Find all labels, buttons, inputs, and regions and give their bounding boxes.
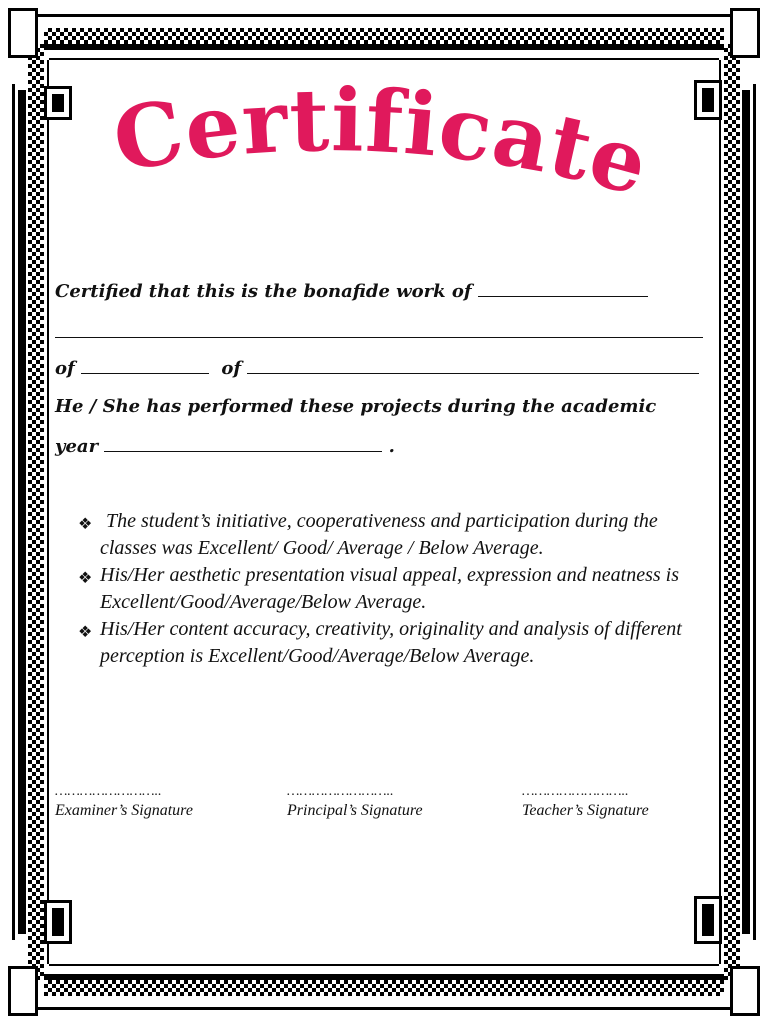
evaluation-point-text: The student’s initiative, cooperativeness and participation during the classes was Excellent/ Good/ Average / Below Average. xyxy=(100,510,658,559)
signature-label: Examiner’s Signature xyxy=(55,802,193,819)
border-right-line-inner xyxy=(719,60,721,964)
class-blank[interactable] xyxy=(81,359,209,374)
statement-line-4 xyxy=(55,396,656,417)
statement-line-1 xyxy=(55,281,648,302)
certificate-title xyxy=(110,80,650,210)
teacher-signature xyxy=(522,784,712,820)
examiner-signature xyxy=(55,784,245,820)
corner-ornament-top-right xyxy=(730,8,760,58)
diamond-bullet-icon: ❖ xyxy=(78,570,93,587)
statement-line-1-text: Certified that this is the bonafide work of xyxy=(55,281,472,302)
signature-label: Principal’s Signature xyxy=(287,802,423,819)
border-right-band xyxy=(742,90,750,934)
statement-line-2 xyxy=(55,322,703,343)
student-name-blank[interactable] xyxy=(478,282,648,297)
statement-line-3 xyxy=(55,358,699,379)
diamond-bullet-icon: ❖ xyxy=(78,624,93,641)
certificate-title-art xyxy=(110,80,650,210)
signature-line[interactable]: …………………….. xyxy=(55,784,162,799)
corner-ornament-bottom-right xyxy=(730,966,760,1016)
evaluation-points xyxy=(78,508,708,670)
border-bottom-line-outer xyxy=(30,1007,730,1010)
border-left-line-inner xyxy=(47,60,49,964)
evaluation-point-text: His/Her content accuracy, creativity, originality and analysis of different perception is Excellent/Good/Average/Below Average. xyxy=(100,618,682,667)
border-left-line-outer xyxy=(12,84,15,940)
school-blank[interactable] xyxy=(247,359,699,374)
border-top-line-outer xyxy=(30,14,730,17)
corner-ornament-bottom-left-core xyxy=(52,908,64,936)
signature-line[interactable]: …………………….. xyxy=(287,784,394,799)
evaluation-point-2 xyxy=(78,562,708,616)
signature-line[interactable]: …………………….. xyxy=(522,784,629,799)
school-of-label: of xyxy=(221,358,242,379)
statement-line-4-text: He / She has performed these projects during the academic xyxy=(55,396,657,417)
student-name-continuation-blank[interactable] xyxy=(55,323,703,338)
border-bottom-checker xyxy=(44,980,724,996)
border-top-checker xyxy=(44,28,724,44)
class-of-label: of xyxy=(55,358,75,379)
academic-year-blank[interactable] xyxy=(104,437,382,452)
border-right-line-outer xyxy=(753,84,756,940)
border-bottom-band xyxy=(44,974,724,980)
corner-ornament-top-left xyxy=(8,8,38,58)
corner-ornament-top-right-core xyxy=(702,88,714,112)
evaluation-point-3 xyxy=(78,616,708,670)
evaluation-point-text: His/Her aesthetic presentation visual appeal, expression and neatness is Excellent/Good/Average/Below Average. xyxy=(100,564,679,613)
statement-end-period: . xyxy=(388,436,395,457)
border-bottom-line-inner xyxy=(49,964,719,966)
evaluation-point-1 xyxy=(78,508,708,562)
border-left-checker xyxy=(28,44,44,980)
certificate-title-text xyxy=(110,80,650,210)
signature-label: Teacher’s Signature xyxy=(522,802,649,819)
corner-ornament-top-left-core xyxy=(52,94,64,112)
certificate-title-path: Certificat xyxy=(110,80,603,202)
border-left-band xyxy=(18,90,26,934)
principal-signature xyxy=(287,784,477,820)
corner-ornament-bottom-right-core xyxy=(702,904,714,936)
statement-line-5 xyxy=(55,436,395,457)
diamond-bullet-icon: ❖ xyxy=(78,516,93,533)
year-label: year xyxy=(55,436,99,457)
corner-ornament-bottom-left xyxy=(8,966,38,1016)
border-top-band xyxy=(44,44,724,50)
border-top-line-inner xyxy=(49,58,719,60)
border-right-checker xyxy=(724,44,740,980)
